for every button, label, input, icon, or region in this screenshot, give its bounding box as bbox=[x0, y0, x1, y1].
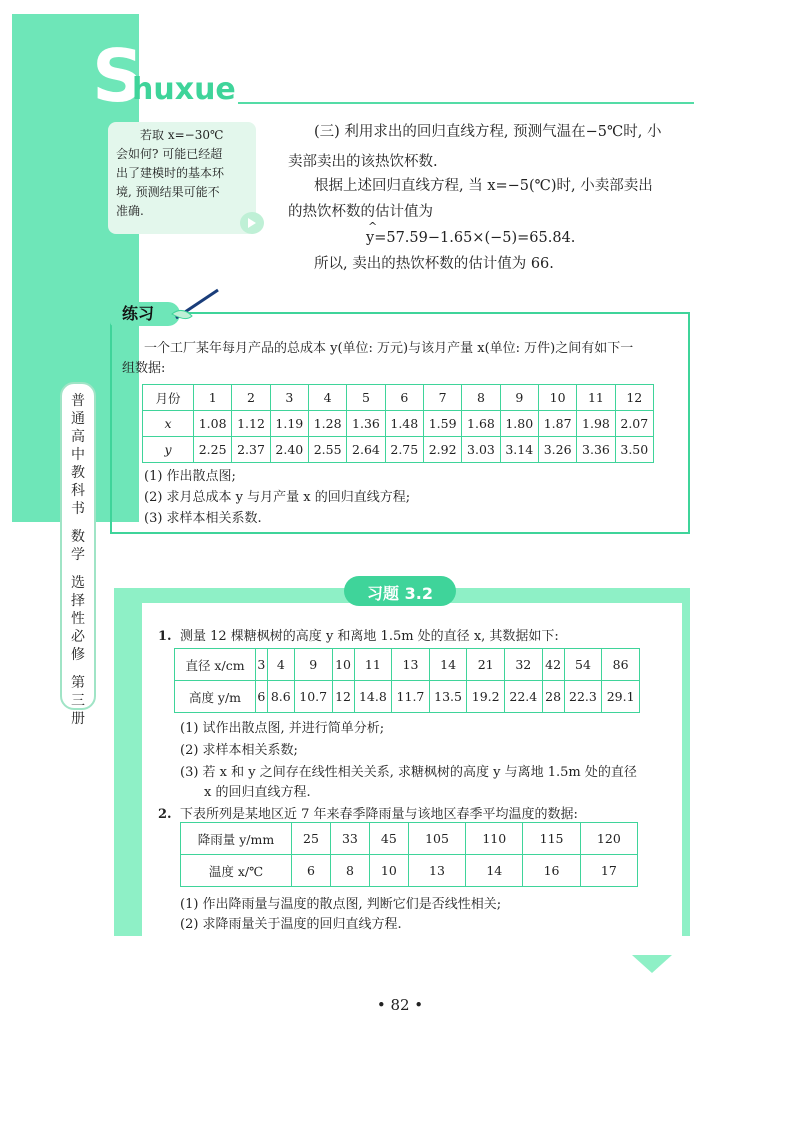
section-line: (三) 利用求出的回归直线方程, 预测气温在−5℃时, 小 bbox=[314, 124, 662, 140]
table-cell: 10.7 bbox=[294, 681, 332, 713]
table-cell: 2.40 bbox=[270, 437, 308, 463]
table-cell: 3.14 bbox=[500, 437, 538, 463]
side-tab-char: 学 bbox=[71, 547, 85, 563]
section-line: 所以, 卖出的热饮杯数的估计值为 66. bbox=[314, 256, 554, 272]
problem-question: (1) 作出降雨量与温度的散点图, 判断它们是否线性相关; bbox=[180, 897, 502, 912]
problem-question: (2) 求降雨量关于温度的回归直线方程. bbox=[180, 917, 402, 932]
section-line: 根据上述回归直线方程, 当 x=−5(℃)时, 小卖部卖出 bbox=[314, 178, 653, 194]
header-logo-text: huxue bbox=[132, 72, 236, 107]
table-cell: 1.28 bbox=[308, 411, 346, 437]
table-cell: 3 bbox=[270, 385, 308, 411]
table-cell: 86 bbox=[602, 649, 640, 681]
table-cell: 22.3 bbox=[564, 681, 602, 713]
table-cell: 1.08 bbox=[194, 411, 232, 437]
table-cell: 11 bbox=[577, 385, 615, 411]
table-cell: 3 bbox=[256, 649, 268, 681]
table-cell: 7 bbox=[423, 385, 461, 411]
table-cell: 3.26 bbox=[538, 437, 576, 463]
table-row bbox=[143, 385, 654, 411]
side-tab-char: 普 bbox=[71, 393, 85, 409]
problem-question: (1) 试作出散点图, 并进行简单分析; bbox=[180, 721, 385, 736]
problem-question: (2) 求样本相关系数; bbox=[180, 743, 298, 758]
side-note-line: 会如何? 可能已经超 bbox=[116, 147, 223, 161]
side-tab-char: 科 bbox=[71, 483, 85, 499]
header-rule bbox=[238, 102, 694, 104]
table-cell: 10 bbox=[332, 649, 354, 681]
table-cell: 1.12 bbox=[232, 411, 270, 437]
side-tab bbox=[60, 382, 96, 727]
side-tab-gap bbox=[62, 664, 94, 674]
exercise-intro: 一个工厂某年每月产品的总成本 y(单位: 万元)与该月产量 x(单位: 万件)之间有如下一 bbox=[144, 341, 634, 356]
side-tab-char: 册 bbox=[71, 711, 85, 727]
table-cell: 14.8 bbox=[354, 681, 392, 713]
exercise-title: 练习 bbox=[122, 304, 155, 323]
table-row bbox=[143, 411, 654, 437]
table-cell: 9 bbox=[294, 649, 332, 681]
table-cell: 19.2 bbox=[467, 681, 505, 713]
table-cell: 6 bbox=[385, 385, 423, 411]
table-cell: 110 bbox=[466, 823, 523, 855]
table-cell: 10 bbox=[538, 385, 576, 411]
problem-text: 测量 12 棵糖枫树的高度 y 和离地 1.5m 处的直径 x, 其数据如下: bbox=[180, 629, 559, 644]
table-cell: 8.6 bbox=[267, 681, 294, 713]
table-cell: 33 bbox=[330, 823, 369, 855]
table-cell: 2.92 bbox=[423, 437, 461, 463]
side-tab-gap bbox=[62, 564, 94, 574]
exercise-question: (1) 作出散点图; bbox=[144, 469, 236, 484]
table-cell: 2 bbox=[232, 385, 270, 411]
table-cell: 5 bbox=[347, 385, 385, 411]
table-cell: 12 bbox=[615, 385, 653, 411]
table-cell: 1 bbox=[194, 385, 232, 411]
table-cell: 11.7 bbox=[392, 681, 430, 713]
side-tab-char: 三 bbox=[71, 693, 85, 709]
table-cell: 6 bbox=[292, 855, 331, 887]
table-cell: 1.59 bbox=[423, 411, 461, 437]
table-cell: 16 bbox=[523, 855, 580, 887]
table-cell: 12 bbox=[332, 681, 354, 713]
table-cell: 4 bbox=[308, 385, 346, 411]
table-cell: 1.98 bbox=[577, 411, 615, 437]
side-tab-char: 高 bbox=[71, 429, 85, 445]
table-cell: 6 bbox=[256, 681, 268, 713]
table-cell: 22.4 bbox=[505, 681, 543, 713]
table-cell: 8 bbox=[330, 855, 369, 887]
table-cell: 115 bbox=[523, 823, 580, 855]
problem-number: 2. bbox=[158, 807, 172, 822]
problems-title: 习题 3.2 bbox=[367, 584, 433, 603]
problem-number: 1. bbox=[158, 629, 172, 644]
table-cell: 8 bbox=[462, 385, 500, 411]
table-cell: 10 bbox=[369, 855, 408, 887]
side-tab-char: 性 bbox=[71, 611, 85, 627]
table-row bbox=[175, 681, 640, 713]
table-cell: 14 bbox=[466, 855, 523, 887]
side-tab-char: 教 bbox=[71, 465, 85, 481]
side-tab-gap bbox=[62, 518, 94, 528]
side-note bbox=[108, 122, 256, 234]
table-cell: 120 bbox=[580, 823, 637, 855]
side-tab-char: 择 bbox=[71, 593, 85, 609]
side-note-line: 出了建模时的基本环 bbox=[116, 166, 225, 180]
table-cell: 105 bbox=[408, 823, 465, 855]
table-cell: 13 bbox=[392, 649, 430, 681]
table-cell: 29.1 bbox=[602, 681, 640, 713]
exercise-intro: 组数据: bbox=[122, 361, 166, 376]
arrow-icon bbox=[240, 212, 264, 234]
table-cell: 温度 x/℃ bbox=[181, 855, 292, 887]
table-cell: 降雨量 y/mm bbox=[181, 823, 292, 855]
y-hat: ^ y bbox=[366, 224, 374, 252]
table-cell: 9 bbox=[500, 385, 538, 411]
problem1-table bbox=[174, 648, 640, 713]
table-cell: 1.87 bbox=[538, 411, 576, 437]
page-number: • 82 • bbox=[376, 996, 424, 1014]
table-cell: 4 bbox=[267, 649, 294, 681]
table-cell: 3.36 bbox=[577, 437, 615, 463]
table-cell: 21 bbox=[467, 649, 505, 681]
side-tab-char: 中 bbox=[71, 447, 85, 463]
side-tab-char: 书 bbox=[71, 501, 85, 517]
table-cell: 1.68 bbox=[462, 411, 500, 437]
table-cell: 直径 x/cm bbox=[175, 649, 256, 681]
table-cell: x bbox=[143, 411, 194, 437]
table-cell: 32 bbox=[505, 649, 543, 681]
table-cell: 1.48 bbox=[385, 411, 423, 437]
equation-body: =57.59−1.65×(−5)=65.84. bbox=[374, 230, 576, 246]
table-cell: 高度 y/m bbox=[175, 681, 256, 713]
problem-question: (3) 若 x 和 y 之间存在线性相关关系, 求糖枫树的高度 y 与离地 1.5m 处的直径 bbox=[180, 765, 637, 780]
table-cell: 2.25 bbox=[194, 437, 232, 463]
exercise-table bbox=[142, 384, 654, 463]
side-note-line: 若取 x=−30℃ bbox=[140, 128, 224, 142]
table-row bbox=[181, 823, 638, 855]
table-cell: 3.03 bbox=[462, 437, 500, 463]
section-line: 的热饮杯数的估计值为 bbox=[288, 204, 433, 220]
side-tab-char: 数 bbox=[71, 529, 85, 545]
section-line: 卖部卖出的该热饮杯数. bbox=[288, 154, 438, 170]
table-row bbox=[143, 437, 654, 463]
table-cell: y bbox=[143, 437, 194, 463]
side-note-line: 境, 预测结果可能不 bbox=[116, 185, 220, 199]
side-tab-char: 修 bbox=[71, 647, 85, 663]
table-cell: 45 bbox=[369, 823, 408, 855]
side-tab-char: 选 bbox=[71, 575, 85, 591]
table-cell: 17 bbox=[580, 855, 637, 887]
table-cell: 1.80 bbox=[500, 411, 538, 437]
table-cell: 1.36 bbox=[347, 411, 385, 437]
table-cell: 2.75 bbox=[385, 437, 423, 463]
corner-triangle bbox=[632, 955, 672, 973]
pen-icon bbox=[170, 288, 222, 324]
table-cell: 3.50 bbox=[615, 437, 653, 463]
side-tab-char: 第 bbox=[71, 675, 85, 691]
table-cell: 13.5 bbox=[429, 681, 467, 713]
table-row bbox=[175, 649, 640, 681]
side-tab-char: 通 bbox=[71, 411, 85, 427]
table-cell: 2.64 bbox=[347, 437, 385, 463]
table-cell: 1.19 bbox=[270, 411, 308, 437]
table-cell: 42 bbox=[542, 649, 564, 681]
table-cell: 54 bbox=[564, 649, 602, 681]
exercise-question: (3) 求样本相关系数. bbox=[144, 511, 262, 526]
problem2-table bbox=[180, 822, 638, 887]
side-tab-char: 必 bbox=[71, 629, 85, 645]
table-cell: 28 bbox=[542, 681, 564, 713]
side-note-line: 准确. bbox=[116, 204, 144, 218]
problem-text: 下表所列是某地区近 7 年来春季降雨量与该地区春季平均温度的数据: bbox=[180, 807, 578, 822]
table-cell: 2.07 bbox=[615, 411, 653, 437]
table-cell: 2.37 bbox=[232, 437, 270, 463]
table-cell: 14 bbox=[429, 649, 467, 681]
header-logo-s: S bbox=[92, 34, 142, 118]
problem-question: x 的回归直线方程. bbox=[204, 785, 311, 800]
table-cell: 2.55 bbox=[308, 437, 346, 463]
regression-equation bbox=[366, 224, 575, 252]
table-cell: 11 bbox=[354, 649, 392, 681]
table-cell: 25 bbox=[292, 823, 331, 855]
table-cell: 13 bbox=[408, 855, 465, 887]
table-cell: 月份 bbox=[143, 385, 194, 411]
table-row bbox=[181, 855, 638, 887]
exercise-question: (2) 求月总成本 y 与月产量 x 的回归直线方程; bbox=[144, 490, 411, 505]
